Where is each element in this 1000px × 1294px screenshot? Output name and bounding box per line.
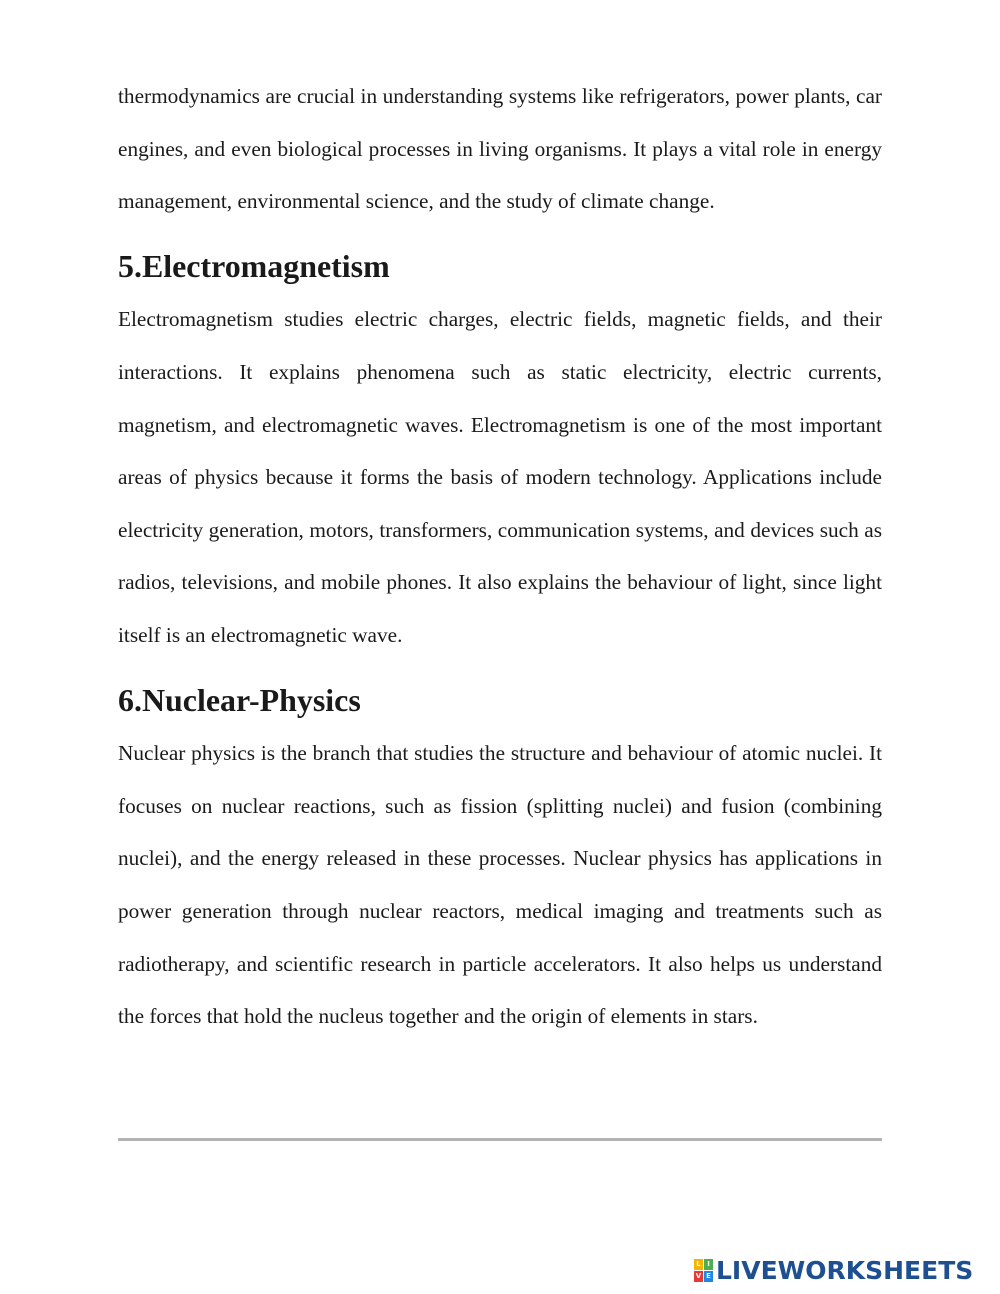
logo-cell: E [704, 1271, 713, 1282]
logo-cell: V [695, 1271, 702, 1280]
liveworksheets-logo [694, 1252, 973, 1288]
section-heading-electromagnetism: 5.Electromagnetism [118, 248, 390, 284]
section-body-nuclear-physics: Nuclear physics is the branch that studies the structure and behaviour of atomic nuclei. It focuses on nuclear reactions, such as fission (splitting nuclei) and fusion (combining nuclei), and the energy released in these processes. Nuclear physics has applications in power generation through nuclear reactors, medical imaging and treatments such as radiotherapy, and scientific research in particle accelerators. It also helps us understand the forces that hold the nucleus together and the origin of elements in stars. [118, 741, 882, 1029]
logo-cell: I [704, 1259, 713, 1270]
horizontal-divider [118, 1138, 882, 1141]
section-heading-nuclear-physics: 6.Nuclear-Physics [118, 682, 361, 718]
document-body [118, 70, 882, 1043]
section-body-electromagnetism: Electromagnetism studies electric charges, electric fields, magnetic fields, and their interactions. It explains phenomena such as static electricity, electric currents, magnetism, and electromagnetic waves. Electromagnetism is one of the most important areas of physics because it forms the basis of modern technology. Applications include electricity generation, motors, transformers, communication systems, and devices such as radios, televisions, and mobile phones. It also explains the behaviour of light, since light itself is an electromagnetic wave. [118, 307, 882, 647]
logo-letter-grid-icon [694, 1259, 713, 1282]
logo-wordmark: LIVEWORKSHEETS [716, 1255, 974, 1285]
intro-paragraph: thermodynamics are crucial in understanding systems like refrigerators, power plants, car engines, and even biological processes in living organisms. It plays a vital role in energy management, environmental science, and the study of climate change. [118, 84, 882, 214]
logo-cell: L [694, 1259, 703, 1270]
